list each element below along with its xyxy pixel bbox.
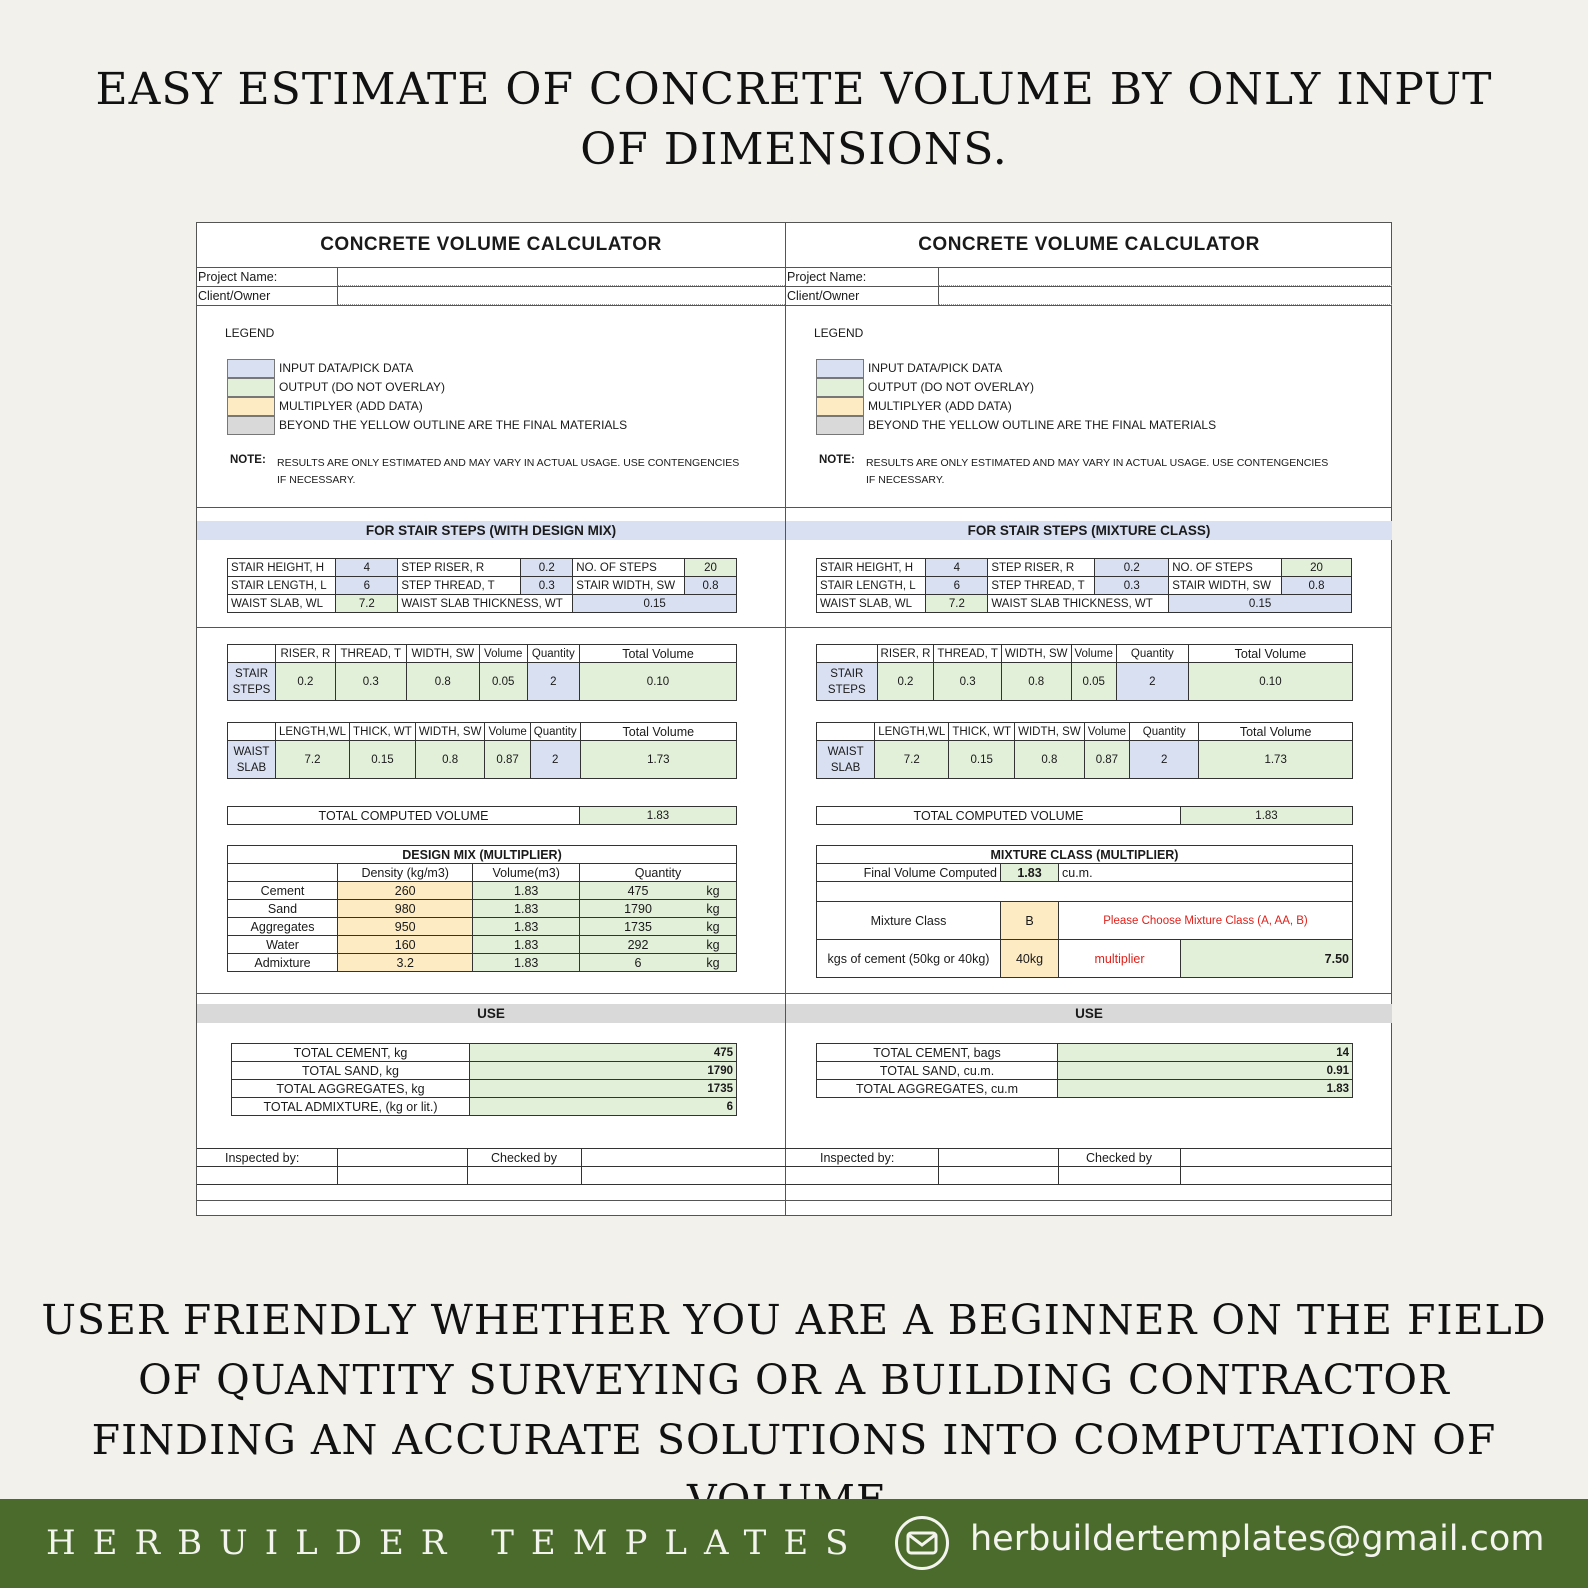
total-volume-label: TOTAL COMPUTED VOLUME — [817, 807, 1181, 825]
client-owner-label: Client/Owner — [787, 289, 860, 303]
mixture-class-select[interactable]: B — [1001, 902, 1059, 940]
use-value: 6 — [470, 1098, 737, 1116]
use-row — [817, 1080, 1353, 1098]
use-label: TOTAL CEMENT, kg — [232, 1044, 470, 1062]
volume-value: 0.87 — [485, 741, 530, 779]
col-header: LENGTH,WL — [875, 723, 949, 741]
mixture-class-label: Mixture Class — [817, 902, 1001, 940]
multiplier-value: 7.50 — [1181, 940, 1353, 978]
no-steps-label: NO. OF STEPS — [573, 559, 685, 577]
col-header: Total Volume — [580, 645, 737, 663]
legend-output: OUTPUT (DO NOT OVERLAY) — [227, 378, 627, 397]
quantity-value: 6 — [634, 955, 642, 970]
width-value: 0.8 — [1015, 741, 1085, 779]
legend-multiplier: MULTIPLYER (ADD DATA) — [227, 397, 627, 416]
design-mix-row — [228, 882, 737, 900]
use-table — [231, 1043, 737, 1116]
total-volume-table — [227, 806, 737, 825]
col-header: WIDTH, SW — [406, 645, 479, 663]
volume-value: 1.83 — [473, 900, 580, 918]
use-label: TOTAL SAND, kg — [232, 1062, 470, 1080]
project-name-label: Project Name: — [198, 270, 278, 284]
total-volume-value: 1.73 — [1199, 741, 1353, 779]
density-input[interactable]: 980 — [338, 900, 473, 918]
material-name: Admixture — [228, 954, 338, 972]
col-header: Quantity — [530, 723, 580, 741]
stair-height-label: STAIR HEIGHT, H — [228, 559, 336, 577]
thick-value: 0.15 — [350, 741, 416, 779]
col-header: THICK, WT — [949, 723, 1015, 741]
quantity-input[interactable]: 2 — [1116, 663, 1188, 701]
riser-value: 0.2 — [276, 663, 336, 701]
volume-value: 0.05 — [1071, 663, 1116, 701]
waist-slab-output: 7.2 — [336, 595, 398, 613]
legend-multiplier: MULTIPLYER (ADD DATA) — [816, 397, 1216, 416]
row-label: STAIR STEPS — [817, 663, 878, 701]
stair-width-input[interactable]: 0.8 — [1282, 577, 1352, 595]
quantity-input[interactable]: 2 — [527, 663, 579, 701]
panel-mixture-class — [786, 223, 1392, 1215]
mixture-class-table — [816, 845, 1353, 978]
note-label: NOTE: — [230, 454, 266, 466]
volume-value: 0.05 — [479, 663, 527, 701]
quantity-cell — [580, 918, 737, 936]
use-row — [232, 1098, 737, 1116]
headline-bottom: USER FRIENDLY WHETHER YOU ARE A BEGINNER ON THE FIELD OF QUANTITY SURVEYING OR A BUILDING CONTRACTOR FINDING AN ACCURATE SOLUTIONS INTO COMPUTATION OF — [41, 1296, 1547, 1464]
length-value: 7.2 — [875, 741, 949, 779]
use-value: 475 — [470, 1044, 737, 1062]
use-row — [817, 1044, 1353, 1062]
note-text: RESULTS ARE ONLY ESTIMATED AND MAY VARY IN ACTUAL USAGE. USE CONTENGENCIES IF NECESSARY. — [277, 457, 740, 486]
thread-value: 0.3 — [934, 663, 1002, 701]
stair-height-label: STAIR HEIGHT, H — [817, 559, 926, 577]
thread-value: 0.3 — [335, 663, 406, 701]
density-input[interactable]: 950 — [338, 918, 473, 936]
stair-length-label: STAIR LENGTH, L — [817, 577, 926, 595]
client-owner-row — [197, 287, 785, 306]
quantity-value: 475 — [627, 883, 649, 898]
use-row — [232, 1062, 737, 1080]
col-header: THREAD, T — [934, 645, 1002, 663]
step-riser-input[interactable]: 0.2 — [1095, 559, 1169, 577]
width-value: 0.8 — [415, 741, 485, 779]
step-riser-label: STEP RISER, R — [988, 559, 1095, 577]
use-row — [817, 1062, 1353, 1080]
sheet-title: CONCRETE VOLUME CALCULATOR — [786, 223, 1392, 268]
col-header: LENGTH,WL — [275, 723, 349, 741]
waist-thick-label: WAIST SLAB THICKNESS, WT — [988, 595, 1169, 613]
quantity-cell — [580, 900, 737, 918]
waist-thick-input[interactable]: 0.15 — [1169, 595, 1352, 613]
stair-length-input[interactable]: 6 — [926, 577, 988, 595]
use-row — [232, 1044, 737, 1062]
legend-title: LEGEND — [225, 326, 275, 340]
input-table — [816, 558, 1352, 613]
use-label: TOTAL AGGREGATES, kg — [232, 1080, 470, 1098]
quantity-unit: kg — [706, 937, 720, 952]
quantity-value: 1735 — [624, 919, 652, 934]
stair-width-label: STAIR WIDTH, SW — [573, 577, 685, 595]
width-value: 0.8 — [406, 663, 479, 701]
col-header: Volume — [1084, 723, 1129, 741]
inspected-by-label: Inspected by: — [786, 1149, 938, 1167]
use-value: 0.91 — [1058, 1062, 1353, 1080]
checked-by-label: Checked by — [1058, 1149, 1180, 1167]
col-header: Volume(m3) — [473, 864, 580, 882]
volume-value: 1.83 — [473, 936, 580, 954]
col-header: WIDTH, SW — [415, 723, 485, 741]
input-table — [227, 558, 737, 613]
note-text: RESULTS ARE ONLY ESTIMATED AND MAY VARY IN ACTUAL USAGE. USE CONTENGENCIES IF NECESSARY. — [866, 457, 1329, 486]
quantity-value: 292 — [627, 937, 649, 952]
use-label: TOTAL ADMIXTURE, (kg or lit.) — [232, 1098, 470, 1116]
step-riser-input[interactable]: 0.2 — [521, 559, 573, 577]
quantity-input[interactable]: 2 — [1130, 741, 1199, 779]
volume-value: 1.83 — [473, 918, 580, 936]
use-row — [232, 1080, 737, 1098]
cement-kg-select[interactable]: 40kg — [1001, 940, 1059, 978]
calculator-sheet — [196, 222, 1392, 1216]
design-mix-row — [228, 936, 737, 954]
col-header: Quantity — [580, 864, 737, 882]
total-volume-value: 1.83 — [580, 807, 737, 825]
stair-height-input[interactable]: 4 — [926, 559, 988, 577]
no-steps-output: 20 — [685, 559, 737, 577]
col-header: Total Volume — [580, 723, 736, 741]
client-owner-field[interactable] — [337, 287, 785, 305]
use-value: 14 — [1058, 1044, 1353, 1062]
use-value: 1735 — [470, 1080, 737, 1098]
design-mix-row — [228, 954, 737, 972]
stair-length-input[interactable]: 6 — [336, 577, 398, 595]
total-volume-label: TOTAL COMPUTED VOLUME — [228, 807, 580, 825]
volume-value: 1.83 — [473, 882, 580, 900]
waist-thick-label: WAIST SLAB THICKNESS, WT — [398, 595, 573, 613]
note-label: NOTE: — [819, 454, 855, 466]
legend-input: INPUT DATA/PICK DATA — [227, 359, 627, 378]
mixture-class-hint: Please Choose Mixture Class (A, AA, B) — [1059, 902, 1353, 940]
quantity-unit: kg — [706, 901, 720, 916]
use-label: TOTAL SAND, cu.m. — [817, 1062, 1058, 1080]
checked-by-label: Checked by — [467, 1149, 581, 1167]
signature-table — [197, 1148, 786, 1185]
no-steps-label: NO. OF STEPS — [1169, 559, 1282, 577]
brand-name: HERBUILDER TEMPLATES — [46, 1523, 866, 1563]
quantity-unit: kg — [706, 955, 720, 970]
col-header: Volume — [1071, 645, 1116, 663]
col-header: Total Volume — [1188, 645, 1352, 663]
design-mix-rows — [228, 882, 737, 972]
length-value: 7.2 — [275, 741, 349, 779]
inspected-by-field[interactable] — [337, 1149, 467, 1167]
checked-by-field[interactable] — [1180, 1149, 1392, 1167]
client-owner-row — [786, 287, 1392, 306]
inspected-by-label: Inspected by: — [197, 1149, 337, 1167]
col-header: RISER, R — [276, 645, 336, 663]
step-thread-label: STEP THREAD, T — [398, 577, 521, 595]
project-name-row — [786, 268, 1392, 287]
col-header: Quantity — [527, 645, 579, 663]
mail-icon — [895, 1516, 949, 1570]
slab-table — [816, 722, 1353, 779]
waist-slab-label: WAIST SLAB, WL — [817, 595, 926, 613]
row-label: WAIST SLAB — [817, 741, 875, 779]
signature-table — [786, 1148, 1392, 1185]
col-header: Quantity — [1116, 645, 1188, 663]
design-mix-title: DESIGN MIX (MULTIPLIER) — [228, 846, 737, 864]
material-name: Sand — [228, 900, 338, 918]
inspected-by-field[interactable] — [938, 1149, 1058, 1167]
waist-thick-input[interactable]: 0.15 — [573, 595, 737, 613]
step-thread-input[interactable]: 0.3 — [521, 577, 573, 595]
col-header: WIDTH, SW — [1001, 645, 1071, 663]
quantity-unit: kg — [706, 883, 720, 898]
use-table — [816, 1043, 1353, 1098]
density-input[interactable]: 260 — [338, 882, 473, 900]
final-volume-value: 1.83 — [1001, 864, 1059, 882]
design-mix-row — [228, 900, 737, 918]
headline-top: EASY ESTIMATE OF CONCRETE VOLUME BY ONLY INPUT OF DIMENSIONS. — [95, 64, 1493, 175]
stair-width-label: STAIR WIDTH, SW — [1169, 577, 1282, 595]
use-value: 1.83 — [1058, 1080, 1353, 1098]
project-name-field[interactable] — [337, 268, 785, 286]
design-mix-table — [227, 845, 737, 972]
quantity-cell — [580, 936, 737, 954]
steps-table — [227, 644, 737, 701]
steps-table — [816, 644, 1353, 701]
col-header: RISER, R — [877, 645, 934, 663]
legend-input: INPUT DATA/PICK DATA — [816, 359, 1216, 378]
width-value: 0.8 — [1001, 663, 1071, 701]
density-input[interactable]: 160 — [338, 936, 473, 954]
checked-by-field[interactable] — [581, 1149, 786, 1167]
section-band: FOR STAIR STEPS (WITH DESIGN MIX) — [197, 521, 785, 540]
quantity-value: 1790 — [624, 901, 652, 916]
use-label: TOTAL CEMENT, bags — [817, 1044, 1058, 1062]
step-thread-label: STEP THREAD, T — [988, 577, 1095, 595]
total-volume-table — [816, 806, 1353, 825]
quantity-cell — [580, 882, 737, 900]
use-label: TOTAL AGGREGATES, cu.m — [817, 1080, 1058, 1098]
thick-value: 0.15 — [949, 741, 1015, 779]
total-volume-value: 0.10 — [1188, 663, 1352, 701]
density-input[interactable]: 3.2 — [338, 954, 473, 972]
email-link[interactable]: herbuildertemplates@gmail.com — [970, 1519, 1545, 1559]
client-owner-field[interactable] — [938, 287, 1392, 305]
legend-title: LEGEND — [814, 326, 864, 340]
material-name: Aggregates — [228, 918, 338, 936]
stair-width-input[interactable]: 0.8 — [685, 577, 737, 595]
legend-output: OUTPUT (DO NOT OVERLAY) — [816, 378, 1216, 397]
total-volume-value: 0.10 — [580, 663, 737, 701]
col-header: Total Volume — [1199, 723, 1353, 741]
waist-slab-output: 7.2 — [926, 595, 988, 613]
final-volume-label: Final Volume Computed — [817, 864, 1001, 882]
multiplier-label: multiplier — [1059, 940, 1181, 978]
cement-kg-label: kgs of cement (50kg or 40kg) — [817, 940, 1001, 978]
footer-bar — [0, 1499, 1588, 1588]
design-mix-row — [228, 918, 737, 936]
quantity-input[interactable]: 2 — [530, 741, 580, 779]
waist-slab-label: WAIST SLAB, WL — [228, 595, 336, 613]
total-volume-value: 1.83 — [1181, 807, 1353, 825]
material-name: Water — [228, 936, 338, 954]
col-header: Volume — [485, 723, 530, 741]
volume-value: 1.83 — [473, 954, 580, 972]
col-header: THICK, WT — [350, 723, 416, 741]
quantity-unit: kg — [706, 919, 720, 934]
no-steps-output: 20 — [1282, 559, 1352, 577]
use-band: USE — [197, 1004, 785, 1023]
riser-value: 0.2 — [877, 663, 934, 701]
final-volume-unit: cu.m. — [1059, 864, 1353, 882]
client-owner-label: Client/Owner — [198, 289, 271, 303]
col-header: Density (kg/m3) — [338, 864, 473, 882]
total-volume-value: 1.73 — [580, 741, 736, 779]
step-thread-input[interactable]: 0.3 — [1095, 577, 1169, 595]
row-label: WAIST SLAB — [228, 741, 276, 779]
col-header: Volume — [479, 645, 527, 663]
row-label: STAIR STEPS — [228, 663, 276, 701]
use-value: 1790 — [470, 1062, 737, 1080]
section-band: FOR STAIR STEPS (MIXTURE CLASS) — [786, 521, 1392, 540]
volume-value: 0.87 — [1084, 741, 1129, 779]
use-band: USE — [786, 1004, 1392, 1023]
col-header: Quantity — [1130, 723, 1199, 741]
col-header: THREAD, T — [335, 645, 406, 663]
mixture-class-title: MIXTURE CLASS (MULTIPLIER) — [817, 846, 1353, 864]
project-name-label: Project Name: — [787, 270, 867, 284]
legend-final: BEYOND THE YELLOW OUTLINE ARE THE FINAL MATERIALS — [816, 416, 1216, 435]
quantity-cell — [580, 954, 737, 972]
panel-design-mix — [197, 223, 786, 1215]
stair-height-input[interactable]: 4 — [336, 559, 398, 577]
slab-table — [227, 722, 737, 779]
stair-length-label: STAIR LENGTH, L — [228, 577, 336, 595]
project-name-row — [197, 268, 785, 287]
material-name: Cement — [228, 882, 338, 900]
legend-final: BEYOND THE YELLOW OUTLINE ARE THE FINAL MATERIALS — [227, 416, 627, 435]
step-riser-label: STEP RISER, R — [398, 559, 521, 577]
project-name-field[interactable] — [938, 268, 1392, 286]
col-header: WIDTH, SW — [1015, 723, 1085, 741]
sheet-title: CONCRETE VOLUME CALCULATOR — [197, 223, 785, 268]
